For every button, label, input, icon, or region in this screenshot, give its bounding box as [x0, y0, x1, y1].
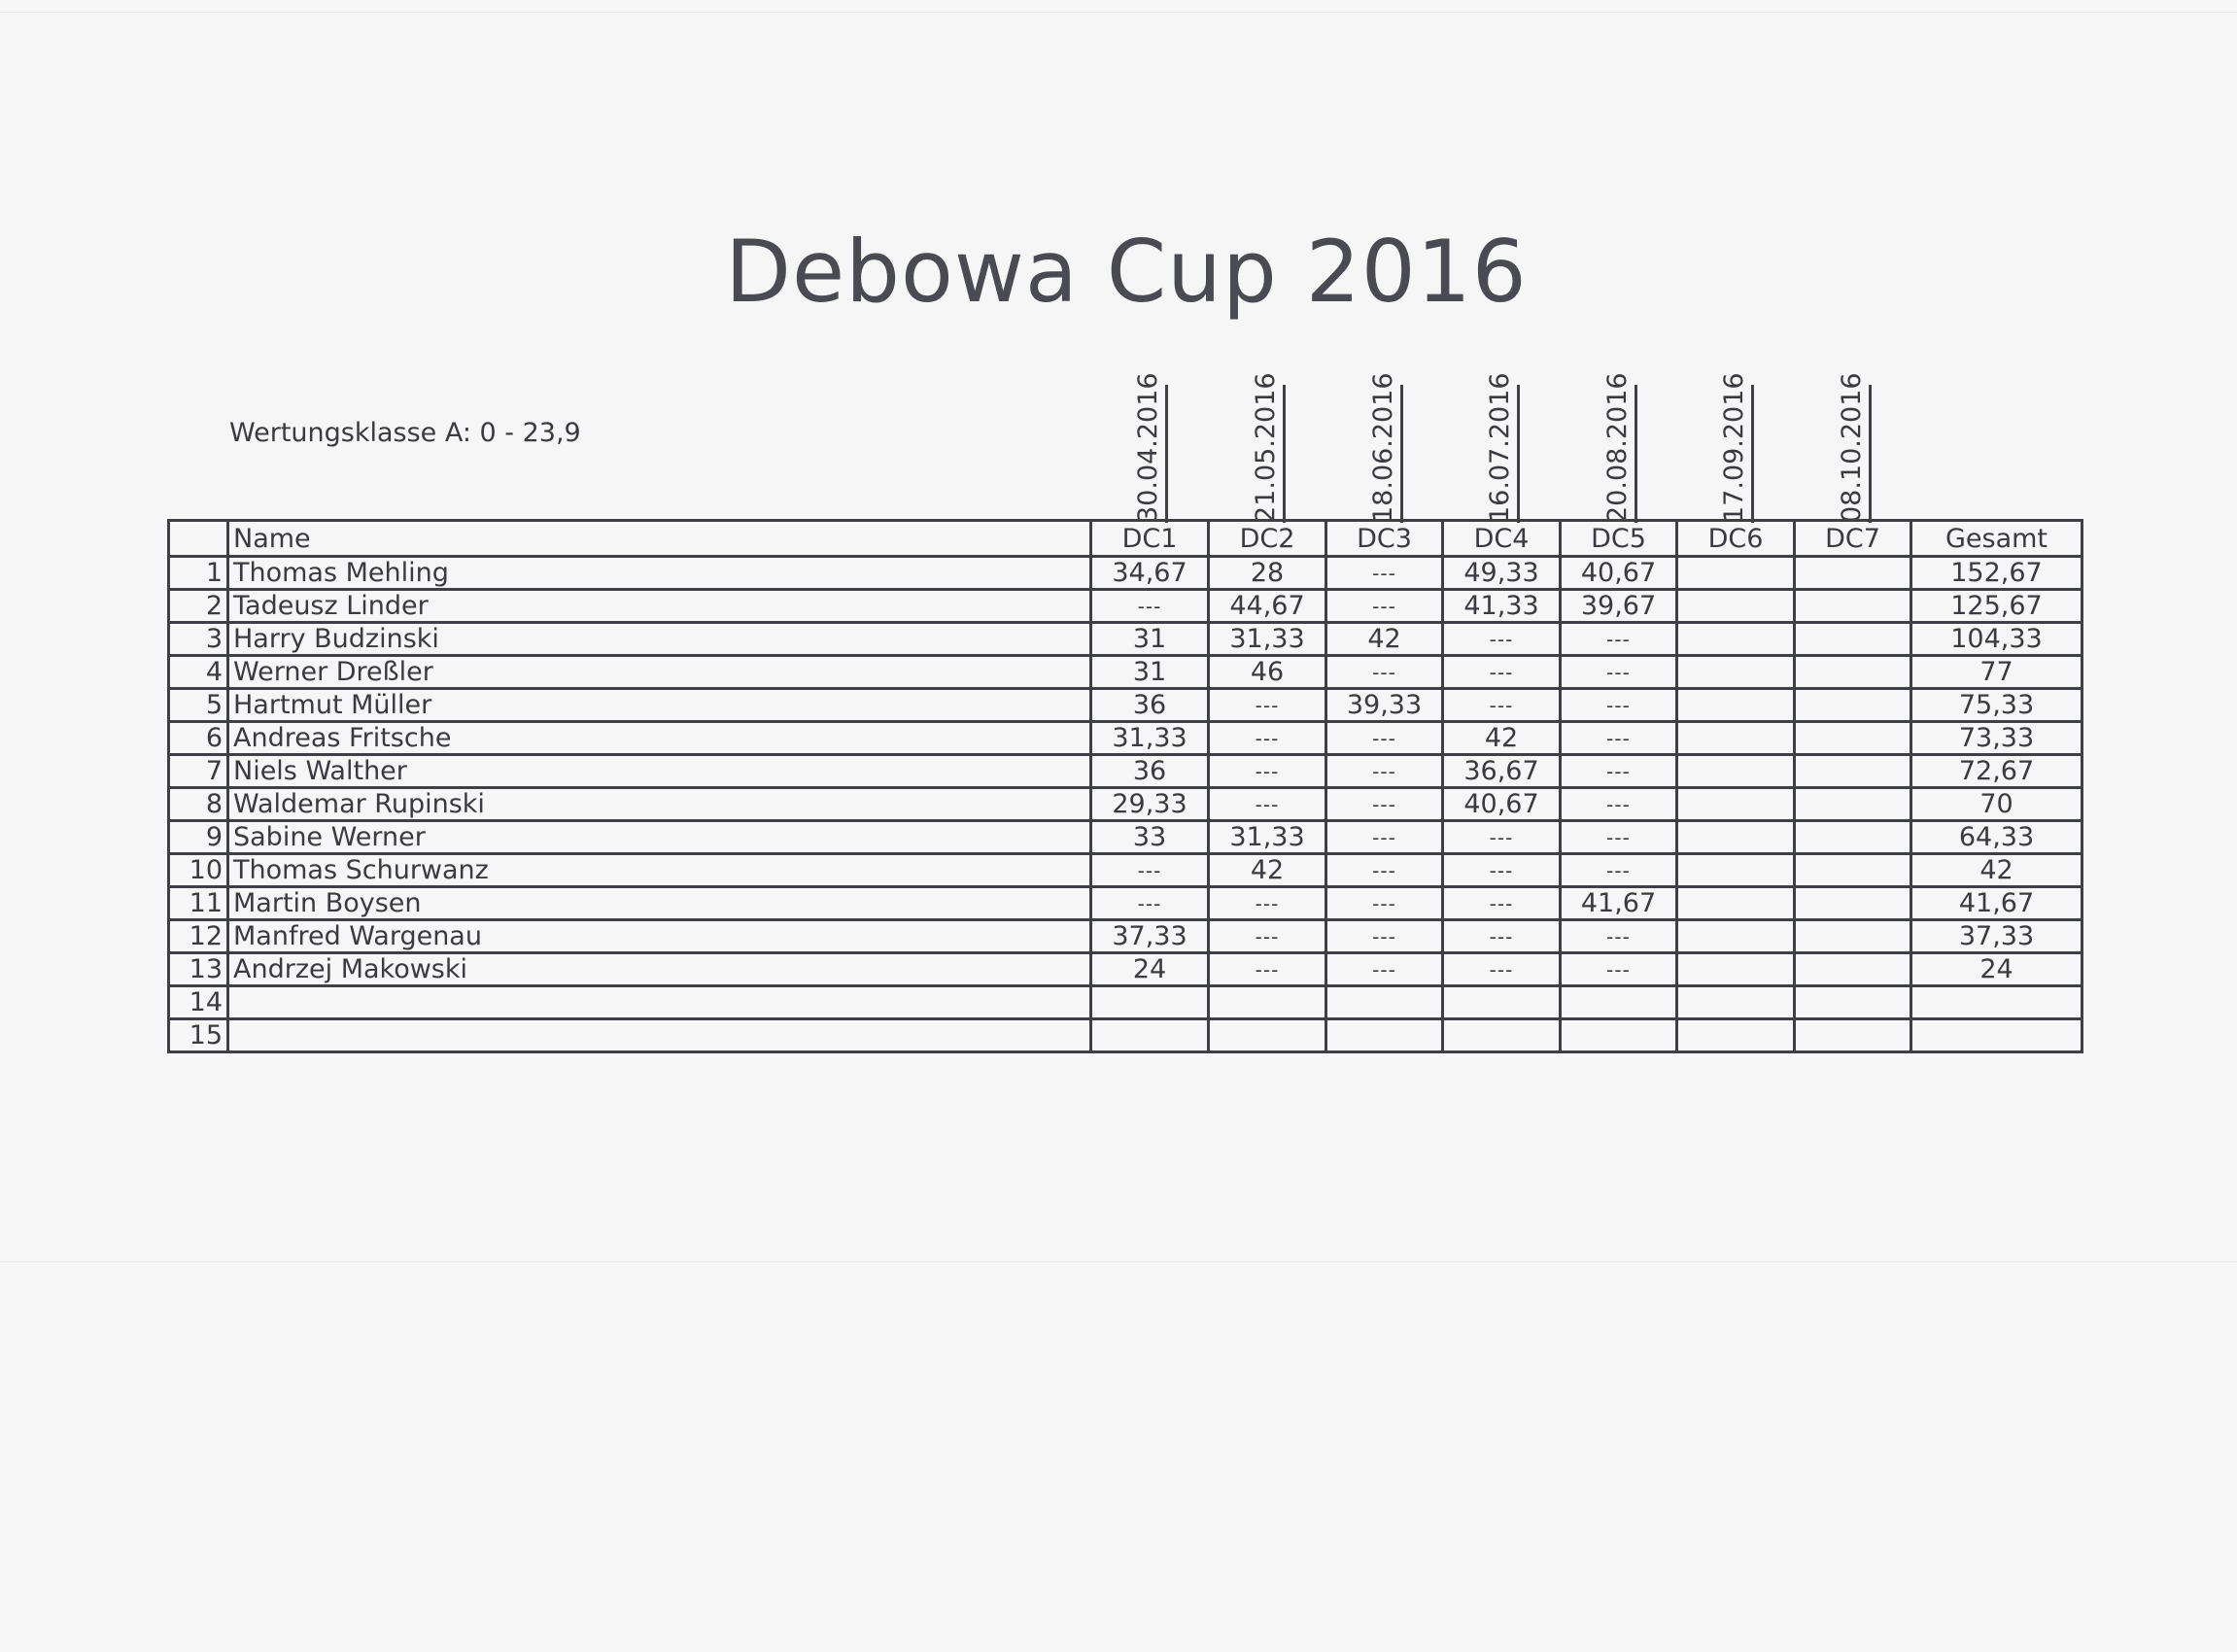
score-cell: [1795, 821, 1911, 854]
table-row: [169, 854, 2082, 887]
score-cell: ---: [1443, 656, 1561, 689]
rank-cell: 5: [169, 689, 228, 722]
table-row: [169, 557, 2082, 590]
score-cell: 28: [1209, 557, 1326, 590]
total-cell: 75,33: [1911, 689, 2082, 722]
score-cell: ---: [1209, 788, 1326, 821]
score-cell: 31: [1091, 656, 1209, 689]
table-row: [169, 623, 2082, 656]
participant-name: Thomas Schurwanz: [228, 854, 1091, 887]
total-cell: [1911, 1019, 2082, 1052]
score-cell: [1677, 788, 1795, 821]
rank-cell: 14: [169, 986, 228, 1019]
score-cell: [1677, 755, 1795, 788]
header-total: Gesamt: [1911, 521, 2082, 557]
rank-cell: 13: [169, 953, 228, 986]
event-date-label: 21.05.2016: [1247, 385, 1286, 523]
score-cell: 36: [1091, 689, 1209, 722]
participant-name: Martin Boysen: [228, 887, 1091, 920]
score-cell: [1795, 1019, 1911, 1052]
participant-name: Tadeusz Linder: [228, 590, 1091, 623]
score-cell: [1677, 722, 1795, 755]
total-cell: 72,67: [1911, 755, 2082, 788]
score-cell: ---: [1326, 590, 1443, 623]
score-cell: ---: [1561, 689, 1677, 722]
score-cell: 49,33: [1443, 557, 1561, 590]
rank-cell: 7: [169, 755, 228, 788]
event-date-label: 20.08.2016: [1599, 385, 1637, 523]
score-cell: 29,33: [1091, 788, 1209, 821]
score-cell: ---: [1443, 920, 1561, 953]
header-event: DC1: [1091, 521, 1209, 557]
total-cell: [1911, 986, 2082, 1019]
score-cell: 44,67: [1209, 590, 1326, 623]
score-cell: ---: [1561, 920, 1677, 953]
rank-cell: 12: [169, 920, 228, 953]
total-cell: 70: [1911, 788, 2082, 821]
total-cell: 42: [1911, 854, 2082, 887]
score-cell: [1561, 986, 1677, 1019]
score-cell: [1795, 953, 1911, 986]
score-cell: [1795, 656, 1911, 689]
score-cell: ---: [1443, 854, 1561, 887]
scan-artifact-line: [0, 1261, 2237, 1262]
results-table: [167, 519, 2083, 1053]
score-cell: [1677, 623, 1795, 656]
score-cell: ---: [1209, 887, 1326, 920]
score-cell: [1677, 986, 1795, 1019]
score-cell: ---: [1209, 689, 1326, 722]
event-date-label: 08.10.2016: [1833, 385, 1872, 523]
header-rank-cell: [169, 521, 228, 557]
score-cell: 39,33: [1326, 689, 1443, 722]
event-date-label: 30.04.2016: [1129, 385, 1168, 523]
score-cell: 36: [1091, 755, 1209, 788]
scan-artifact-line: [0, 12, 2237, 13]
score-cell: [1795, 920, 1911, 953]
score-cell: [1795, 689, 1911, 722]
header-event: DC7: [1795, 521, 1911, 557]
score-cell: 42: [1326, 623, 1443, 656]
score-cell: [1677, 590, 1795, 623]
total-cell: 64,33: [1911, 821, 2082, 854]
table-row: [169, 755, 2082, 788]
score-cell: 39,67: [1561, 590, 1677, 623]
score-cell: ---: [1326, 887, 1443, 920]
score-cell: ---: [1326, 821, 1443, 854]
table-row: [169, 821, 2082, 854]
score-cell: 41,67: [1561, 887, 1677, 920]
score-cell: ---: [1326, 920, 1443, 953]
table-row: [169, 953, 2082, 986]
score-cell: ---: [1209, 755, 1326, 788]
table-row: [169, 590, 2082, 623]
table-row: [169, 986, 2082, 1019]
score-cell: [1677, 821, 1795, 854]
event-date-label: 18.06.2016: [1364, 385, 1403, 523]
header-event: DC3: [1326, 521, 1443, 557]
score-cell: ---: [1561, 854, 1677, 887]
score-cell: 41,33: [1443, 590, 1561, 623]
participant-name: [228, 1019, 1091, 1052]
score-cell: ---: [1561, 656, 1677, 689]
score-cell: ---: [1561, 755, 1677, 788]
header-event: DC2: [1209, 521, 1326, 557]
rank-cell: 4: [169, 656, 228, 689]
score-cell: [1795, 722, 1911, 755]
score-cell: ---: [1326, 656, 1443, 689]
participant-name: Andreas Fritsche: [228, 722, 1091, 755]
score-cell: [1795, 788, 1911, 821]
total-cell: 24: [1911, 953, 2082, 986]
participant-name: Harry Budzinski: [228, 623, 1091, 656]
table-row: [169, 920, 2082, 953]
score-cell: 40,67: [1561, 557, 1677, 590]
participant-name: Thomas Mehling: [228, 557, 1091, 590]
score-cell: [1677, 953, 1795, 986]
rank-cell: 9: [169, 821, 228, 854]
score-cell: 24: [1091, 953, 1209, 986]
score-cell: [1091, 1019, 1209, 1052]
score-cell: [1209, 1019, 1326, 1052]
score-cell: [1795, 623, 1911, 656]
score-cell: 33: [1091, 821, 1209, 854]
total-cell: 125,67: [1911, 590, 2082, 623]
score-cell: 46: [1209, 656, 1326, 689]
score-cell: ---: [1561, 623, 1677, 656]
score-cell: 36,67: [1443, 755, 1561, 788]
rank-cell: 1: [169, 557, 228, 590]
score-cell: [1795, 590, 1911, 623]
score-cell: ---: [1209, 920, 1326, 953]
total-cell: 37,33: [1911, 920, 2082, 953]
header-event: DC6: [1677, 521, 1795, 557]
score-cell: [1443, 986, 1561, 1019]
score-cell: ---: [1209, 722, 1326, 755]
participant-name: Andrzej Makowski: [228, 953, 1091, 986]
score-cell: 42: [1443, 722, 1561, 755]
total-cell: 104,33: [1911, 623, 2082, 656]
rank-cell: 3: [169, 623, 228, 656]
score-cell: ---: [1561, 788, 1677, 821]
participant-name: Manfred Wargenau: [228, 920, 1091, 953]
page-title: Debowa Cup 2016: [725, 222, 1528, 322]
score-cell: ---: [1561, 722, 1677, 755]
score-cell: [1443, 1019, 1561, 1052]
score-cell: [1795, 557, 1911, 590]
score-cell: 34,67: [1091, 557, 1209, 590]
score-cell: ---: [1326, 854, 1443, 887]
table-row: [169, 788, 2082, 821]
score-cell: ---: [1326, 755, 1443, 788]
participant-name: Hartmut Müller: [228, 689, 1091, 722]
score-cell: ---: [1091, 887, 1209, 920]
table-row: [169, 1019, 2082, 1052]
table-row: [169, 722, 2082, 755]
score-cell: [1561, 1019, 1677, 1052]
total-cell: 77: [1911, 656, 2082, 689]
score-cell: [1795, 755, 1911, 788]
score-cell: ---: [1443, 887, 1561, 920]
rank-cell: 6: [169, 722, 228, 755]
score-cell: ---: [1326, 722, 1443, 755]
score-cell: [1795, 854, 1911, 887]
table-row: [169, 656, 2082, 689]
score-cell: ---: [1443, 821, 1561, 854]
score-cell: ---: [1561, 953, 1677, 986]
score-cell: ---: [1209, 953, 1326, 986]
participant-name: Waldemar Rupinski: [228, 788, 1091, 821]
rank-cell: 10: [169, 854, 228, 887]
rank-cell: 15: [169, 1019, 228, 1052]
score-cell: ---: [1561, 821, 1677, 854]
score-cell: 31,33: [1209, 623, 1326, 656]
score-cell: [1091, 986, 1209, 1019]
score-cell: [1326, 986, 1443, 1019]
score-cell: 40,67: [1443, 788, 1561, 821]
participant-name: [228, 986, 1091, 1019]
event-date-label: 17.09.2016: [1715, 385, 1754, 523]
event-date-label: 16.07.2016: [1481, 385, 1520, 523]
class-label: Wertungsklasse A: 0 - 23,9: [229, 418, 581, 448]
score-cell: ---: [1443, 953, 1561, 986]
score-cell: ---: [1443, 689, 1561, 722]
score-cell: 31: [1091, 623, 1209, 656]
rank-cell: 8: [169, 788, 228, 821]
header-event: DC5: [1561, 521, 1677, 557]
score-cell: 37,33: [1091, 920, 1209, 953]
participant-name: Sabine Werner: [228, 821, 1091, 854]
score-cell: ---: [1326, 788, 1443, 821]
total-cell: 152,67: [1911, 557, 2082, 590]
score-cell: ---: [1091, 590, 1209, 623]
total-cell: 41,67: [1911, 887, 2082, 920]
score-cell: 31,33: [1209, 821, 1326, 854]
score-cell: [1677, 656, 1795, 689]
rank-cell: 2: [169, 590, 228, 623]
table-row: [169, 689, 2082, 722]
score-cell: ---: [1326, 557, 1443, 590]
rank-cell: 11: [169, 887, 228, 920]
participant-name: Niels Walther: [228, 755, 1091, 788]
score-cell: [1677, 887, 1795, 920]
score-cell: [1326, 1019, 1443, 1052]
header-name: Name: [228, 521, 1091, 557]
score-cell: ---: [1326, 953, 1443, 986]
score-cell: ---: [1091, 854, 1209, 887]
table-row: [169, 887, 2082, 920]
score-cell: [1677, 920, 1795, 953]
participant-name: Werner Dreßler: [228, 656, 1091, 689]
score-cell: [1209, 986, 1326, 1019]
score-cell: 42: [1209, 854, 1326, 887]
score-cell: [1795, 887, 1911, 920]
score-cell: 31,33: [1091, 722, 1209, 755]
total-cell: 73,33: [1911, 722, 2082, 755]
score-cell: [1795, 986, 1911, 1019]
score-cell: ---: [1443, 623, 1561, 656]
score-cell: [1677, 854, 1795, 887]
score-cell: [1677, 1019, 1795, 1052]
table-header-row: [169, 521, 2082, 557]
score-cell: [1677, 557, 1795, 590]
score-cell: [1677, 689, 1795, 722]
header-event: DC4: [1443, 521, 1561, 557]
